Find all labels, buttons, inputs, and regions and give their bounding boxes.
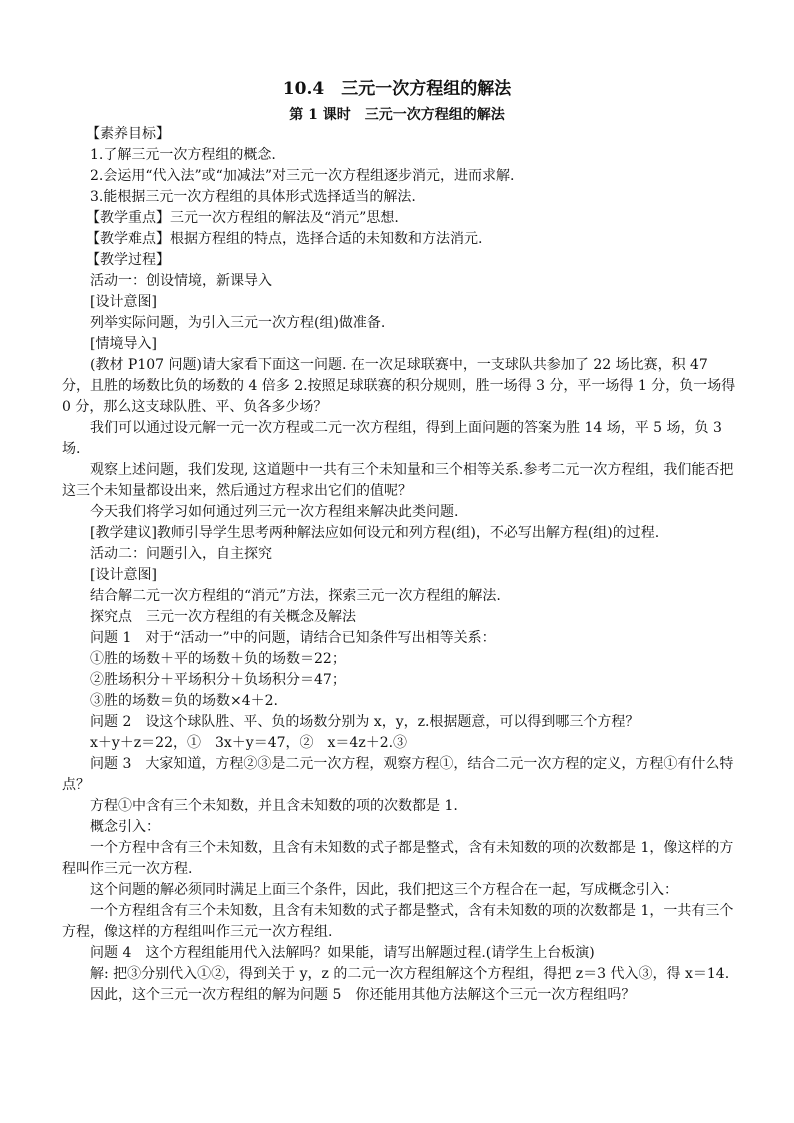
design-intent-label: [设计意图] <box>90 294 157 310</box>
activity-heading: 活动二：问题引入，自主探究 <box>90 546 272 562</box>
question-1: 问题 1 对于“活动一”中的问题，请结合已知条件写出相等关系： <box>90 630 496 646</box>
relation-item: ②胜场积分＋平场积分＋负场积分＝47； <box>90 672 346 688</box>
equation-line: x＋y＋z＝22，① 3x＋y＝47，② x＝4z＋2.③ <box>90 735 408 751</box>
teaching-focus: 【教学重点】三元一次方程组的解法及“消元”思想. <box>86 210 399 226</box>
teaching-difficulty: 【教学难点】根据方程组的特点，选择合适的未知数和方法消元. <box>86 231 483 247</box>
question-2: 问题 2 设这个球队胜、平、负的场数分别为 x，y，z.根据题意，可以得到哪三个方程？ <box>90 714 640 730</box>
paragraph: 因此，这个三元一次方程组的解为问题 5 你还能用其他方法解这个三元一次方程组吗？ <box>90 987 636 1003</box>
definition: 一个方程中含有三个未知数，且含有未知数的式子都是整式，含有未知数的项的次数都是 1，像这样的方程叫作三元一次方程. <box>62 840 734 877</box>
section-heading: 【教学过程】 <box>86 252 170 268</box>
paragraph: 方程①中含有三个未知数，并且含未知数的项的次数都是 1. <box>90 798 458 814</box>
activity-heading: 活动一：创设情境，新课导入 <box>90 273 272 289</box>
scenario-label: [情境导入] <box>90 336 157 352</box>
objective-item: 1.了解三元一次方程组的概念. <box>90 147 276 163</box>
paragraph: 观察上述问题，我们发现, 这道题中一共有三个未知量和三个相等关系.参考二元一次方程组，我们能否把这三个未知量都设出来，然后通过方程求出它们的值呢？ <box>62 462 734 499</box>
concept-label: 概念引入： <box>90 819 160 835</box>
question-4: 问题 4 这个方程组能用代入法解吗？如果能，请写出解题过程.(请学生上台板演) <box>90 945 595 961</box>
solution: 解: 把③分别代入①②，得到关于 y，z 的二元一次方程组解这个方程组，得把 z＝3 代入③，得 x＝14. <box>90 966 730 982</box>
paragraph: 结合解二元一次方程组的“消元”方法，探索三元一次方程组的解法. <box>90 588 501 604</box>
section-heading: 【素养目标】 <box>86 126 170 142</box>
relation-item: ③胜的场数＝负的场数×4＋2. <box>90 693 278 709</box>
paragraph: (教材 P107 问题)请大家看下面这一问题. 在一次足球联赛中，一支球队共参加了 22 场比赛，积 47 分，且胜的场数比负的场数的 4 倍多 2.按照足球联赛的积分规则，胜一场得 3 分，平一场得 1 分，负一场得 0 分，那么这支球队胜、平、负各多少场？ <box>62 357 736 415</box>
page-title: 10.4 三元一次方程组的解法 <box>282 79 512 99</box>
document-body <box>62 124 738 1006</box>
definition: 一个方程组含有三个未知数，且含有未知数的式子都是整式，含有未知数的项的次数都是 1，一共有三个方程，像这样的方程组叫作三元一次方程组. <box>62 903 734 940</box>
objective-item: 2.会运用“代入法”或“加减法”对三元一次方程组逐步消元，进而求解. <box>90 168 515 184</box>
objective-item: 3.能根据三元一次方程组的具体形式选择适当的解法. <box>90 189 416 205</box>
paragraph: 今天我们将学习如何通过列三元一次方程组来解决此类问题. <box>90 504 459 520</box>
exploration-point: 探究点 三元一次方程组的有关概念及解法 <box>90 609 356 625</box>
paragraph: 我们可以通过设元解一元一次方程或二元一次方程组，得到上面问题的答案为胜 14 场，平 5 场，负 3 场. <box>62 420 722 457</box>
relation-item: ①胜的场数＋平的场数＋负的场数＝22； <box>90 651 346 667</box>
question-3: 问题 3 大家知道，方程②③是二元一次方程，观察方程①，结合二元一次方程的定义，方程①有什么特点？ <box>62 756 734 793</box>
page-subtitle: 第 1 课时 三元一次方程组的解法 <box>289 107 505 123</box>
paragraph: 列举实际问题，为引入三元一次方程(组)做准备. <box>90 315 386 331</box>
teaching-suggestion: [教学建议]教师引导学生思考两种解法应如何设元和列方程(组)，不必写出解方程(组)的过程. <box>90 525 660 541</box>
design-intent-label: [设计意图] <box>90 567 157 583</box>
paragraph: 这个问题的解必须同时满足上面三个条件，因此，我们把这三个方程合在一起，写成概念引入： <box>90 882 678 898</box>
